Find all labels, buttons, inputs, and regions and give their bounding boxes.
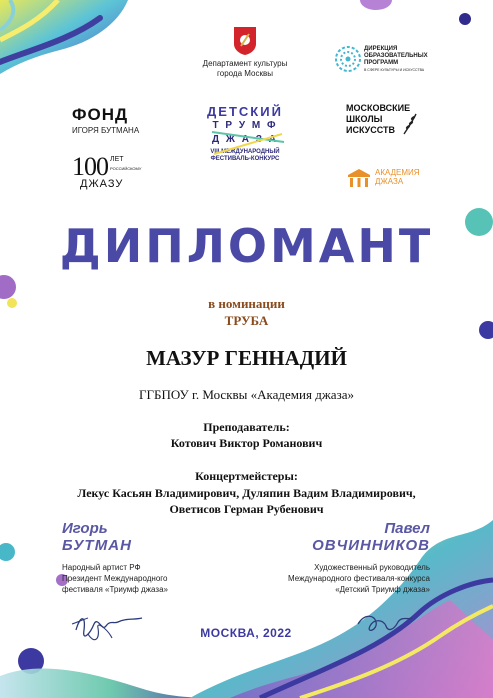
signer-left-last-name: БУТМАН [62, 537, 132, 554]
moscow-schools-logo [346, 103, 436, 136]
years-number: 100 [72, 152, 108, 181]
signer-left-line-2: Президент Международного [62, 574, 168, 583]
signer-right-last-name: ОВЧИННИКОВ [312, 537, 430, 554]
schools-line-2: ШКОЛЫ [346, 114, 383, 124]
nomination-label: в номинации [208, 296, 285, 311]
signer-right-line-3: «Детский Триумф джаза» [335, 585, 430, 594]
directorate-logo-icon [334, 45, 362, 73]
fond-subtitle: ИГОРЯ БУТМАНА [72, 126, 140, 135]
recipient-name: МАЗУР ГЕННАДИЙ [146, 346, 347, 370]
nomination-value: ТРУБА [224, 313, 269, 328]
festival-title: ДЕТСКИЙ [207, 104, 283, 119]
festival-trumpet-icon [208, 122, 288, 162]
schools-line-1: МОСКОВСКИЕ [346, 103, 411, 113]
fond-title: ФОНД [72, 105, 129, 124]
signature-left-icon [68, 604, 150, 650]
academy-line-1: АКАДЕМИЯ [375, 168, 420, 177]
signer-left-line-1: Народный артист РФ [62, 563, 141, 572]
diploma-title: ДИПЛОМАНТ [59, 219, 434, 273]
signature-right-icon [352, 606, 416, 642]
signer-right-line-2: Международного фестиваля-конкурса [288, 574, 430, 583]
festival-line-1: VIII МЕЖДУНАРОДНЫЙ [210, 149, 280, 155]
festival-row-2: Д Ж А З А [212, 134, 278, 145]
accompanists-label: Концертмейстеры: [195, 469, 298, 483]
dept-line-2: города Москвы [217, 69, 273, 78]
years-label-2: РОССИЙСКОМУ [110, 166, 142, 171]
top-right-navy-dot [459, 13, 471, 25]
academy-jazz-logo-icon [346, 167, 372, 189]
signer-right-line-1: Художественный руководитель [314, 563, 430, 572]
left-teal-dot [0, 543, 15, 561]
signer-left-line-3: фестиваля «Триумф джаза» [62, 585, 168, 594]
moscow-coat-of-arms-icon [233, 26, 257, 56]
laurel-branch-icon [400, 112, 420, 136]
festival-row-1: Т Р У М Ф [212, 120, 278, 131]
accompanists-line-1: Лекус Касьян Владимирович, Дуляпин Вадим Владимирович, [77, 486, 416, 500]
signer-left [62, 520, 222, 554]
directorate-line-1: ДИРЕКЦИЯ [364, 46, 398, 52]
dept-culture-logo-text [180, 59, 310, 79]
academy-line-2: ДЖАЗА [375, 177, 404, 186]
signer-left-first-name: Игорь [62, 520, 108, 537]
accompanists-line-2: Оветисов Герман Рубенович [169, 502, 324, 516]
teacher-label: Преподаватель: [203, 420, 290, 434]
directorate-logo-text [364, 46, 464, 74]
institution: ГГБПОУ г. Москвы «Академия джаза» [139, 387, 354, 402]
signer-left-titles [62, 562, 232, 595]
100-years-jazz-logo [72, 152, 142, 190]
directorate-line-2: ОБРАЗОВАТЕЛЬНЫХ [364, 53, 428, 59]
festival-line-2: ФЕСТИВАЛЬ-КОНКУРС [210, 156, 280, 162]
directorate-line-3: ПРОГРАММ [364, 60, 399, 66]
schools-line-3: ИСКУССТВ [346, 125, 396, 135]
signer-right [270, 520, 430, 554]
directorate-line-4: В СФЕРЕ КУЛЬТУРЫ И ИСКУССТВА [364, 68, 425, 72]
years-label-1: ЛЕТ [110, 156, 124, 163]
dept-line-1: Департамент культуры [202, 59, 288, 68]
academy-jazz-logo-text [375, 168, 445, 186]
footer-place-year: МОСКВА, 2022 [200, 626, 292, 640]
fond-butman-logo [72, 105, 152, 135]
years-label-3: ДЖАЗУ [80, 178, 124, 190]
signer-right-titles [250, 562, 430, 595]
signer-right-first-name: Павел [384, 520, 430, 537]
teacher-name: Котович Виктор Романович [170, 436, 323, 450]
bottom-wave-left [0, 668, 220, 698]
top-purple-half-circle [360, 0, 392, 10]
